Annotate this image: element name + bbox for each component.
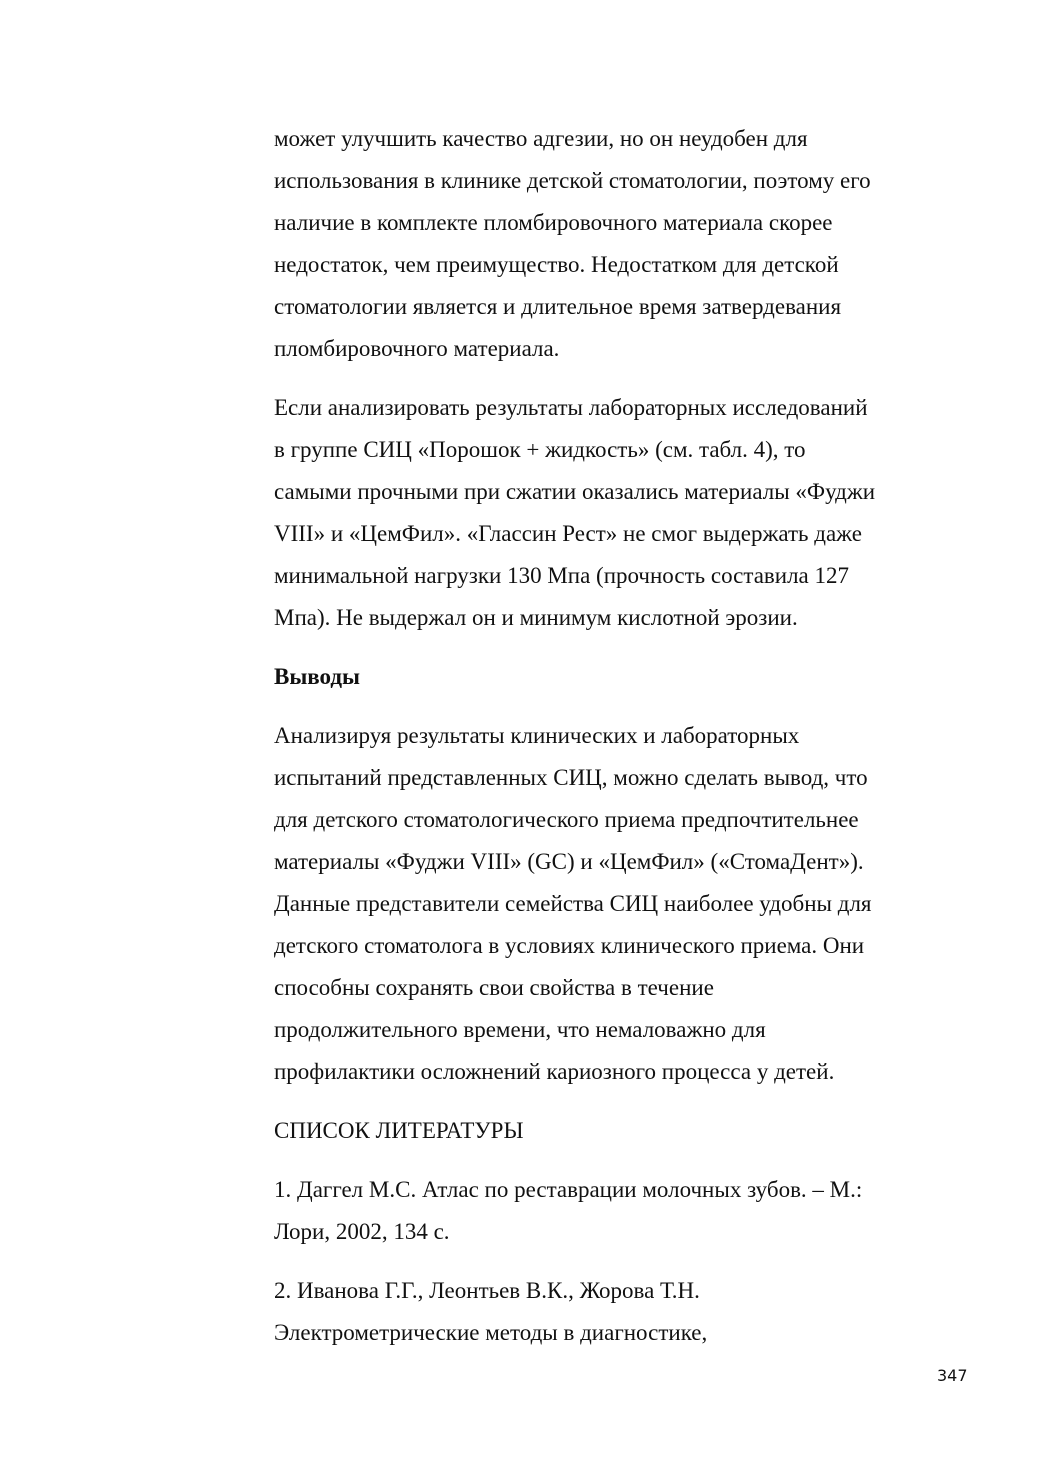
text-line: материалы «Фуджи VIII» (GC) и «ЦемФил» («СтомаДент»). <box>274 849 864 874</box>
text-line: Данные представители семейства СИЦ наиболее удобны для <box>274 891 872 916</box>
text-line: детского стоматолога в условиях клинического приема. Они <box>274 933 865 958</box>
paragraph-spacer <box>274 370 924 387</box>
text-line: пломбировочного материала. <box>274 336 560 361</box>
text-line: 2. Иванова Г.Г., Леонтьев В.К., Жорова Т.Н. <box>274 1278 700 1303</box>
conclusions-heading <box>274 656 924 698</box>
reference-item <box>274 1169 924 1253</box>
paragraph-conclusions <box>274 715 924 1093</box>
text-line: минимальной нагрузки 130 Мпа (прочность составила 127 <box>274 563 850 588</box>
page-number: 347 <box>937 1366 968 1385</box>
text-line: профилактики осложнений кариозного процесса у детей. <box>274 1059 835 1084</box>
text-line: наличие в комплекте пломбировочного материала скорее <box>274 210 833 235</box>
paragraph-adhesion <box>274 118 924 370</box>
paragraph-spacer <box>274 698 924 715</box>
text-line: продолжительного времени, что немаловажно для <box>274 1017 766 1042</box>
paragraph-lab-results <box>274 387 924 639</box>
reference-item <box>274 1270 924 1354</box>
text-line: самыми прочными при сжатии оказались материалы «Фуджи <box>274 479 876 504</box>
text-line: может улучшить качество адгезии, но он неудобен для <box>274 126 808 151</box>
heading-text: СПИСОК ЛИТЕРАТУРЫ <box>274 1118 524 1143</box>
text-line: в группе СИЦ «Порошок + жидкость» (см. табл. 4), то <box>274 437 806 462</box>
text-line: стоматологии является и длительное время затвердевания <box>274 294 842 319</box>
text-line: Мпа). Не выдержал он и минимум кислотной эрозии. <box>274 605 798 630</box>
page-body <box>274 118 924 1354</box>
text-line: Электрометрические методы в диагностике, <box>274 1320 708 1345</box>
text-line: недостаток, чем преимущество. Недостатком для детской <box>274 252 839 277</box>
text-line: VIII» и «ЦемФил». «Глассин Рест» не смог выдержать даже <box>274 521 862 546</box>
paragraph-spacer <box>274 1253 924 1270</box>
paragraph-spacer <box>274 1152 924 1169</box>
references-heading <box>274 1110 924 1152</box>
text-line: Анализируя результаты клинических и лабораторных <box>274 723 800 748</box>
text-line: Если анализировать результаты лабораторных исследований <box>274 395 868 420</box>
text-line: использования в клинике детской стоматологии, поэтому его <box>274 168 871 193</box>
paragraph-spacer <box>274 1093 924 1110</box>
text-line: 1. Даггел М.С. Атлас по реставрации молочных зубов. – М.: <box>274 1177 863 1202</box>
paragraph-spacer <box>274 639 924 656</box>
text-line: Лори, 2002, 134 с. <box>274 1219 450 1244</box>
text-line: испытаний представленных СИЦ, можно сделать вывод, что <box>274 765 868 790</box>
heading-text: Выводы <box>274 664 360 689</box>
text-line: способны сохранять свои свойства в течение <box>274 975 714 1000</box>
text-line: для детского стоматологического приема предпочтительнее <box>274 807 859 832</box>
